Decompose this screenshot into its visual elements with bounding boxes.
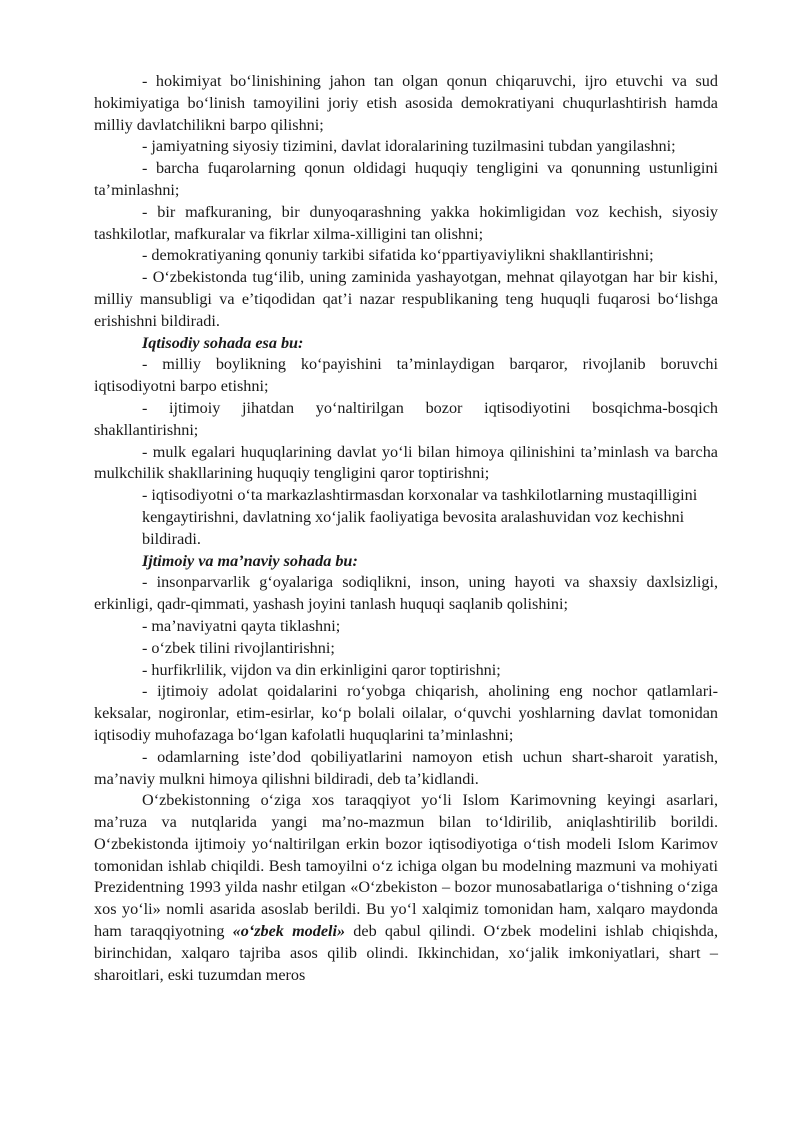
document-page	[94, 71, 718, 986]
uzbek-model-emphasis: «o‘zbek modeli»	[232, 922, 346, 941]
paragraph-uzbek-language: - o‘zbek tilini rivojlantirishni;	[142, 638, 335, 657]
paragraph-national-wealth: - milliy boylikning ko‘payishini ta’minlaydigan barqaror, rivojlanib boruvchi iqtisodiyotni barpo etishni;	[94, 355, 718, 396]
paragraph-talent-conditions: - odamlarning iste’dod qobiliyatlarini namoyon etish uchun shart-sharoit yaratish, ma’naviy mulkni himoya qilishni bildiradi, deb ta’kidlandi.	[94, 747, 718, 788]
heading-economic-sphere: Iqtisodiy sohada esa bu:	[142, 333, 304, 352]
final-paragraph-text-before: O‘zbekistonning o‘ziga xos taraqqiyot yo‘li Islom Karimovning keyingi asarlari, ma’ruza va nutqlarida yangi ma’no-mazmun bilan to‘ldirilib, aniqlashtirilib borildi. O‘zbekistonda ijtimoiy yo‘naltirilgan erkin bozor iqtisodiyotiga o‘tish modeli Islom Karimov tomonidan ishlab chiqildi. Besh tamoyilni o‘z ichiga olgan bu modelning mazmuni va mohiyati Prezidentning 1993 yilda nashr etilgan «O‘zbekiston – bozor munosabatlariga o‘tishning o‘ziga xos yo‘li» nomli asarida asoslab berildi. Bu yo‘l xalqimiz tomonidan ham, xalqaro maydonda ham taraqqiyotning	[94, 791, 718, 941]
final-paragraph-text-after: deb qabul qilindi. O‘zbek modelini ishlab chiqishda, birinchidan, xalqaro tajriba asos qilib olindi. Ikkinchidan, xo‘jalik imkoniyatlari, shart – sharoitlari, eski tuzumdan meros	[94, 922, 718, 984]
paragraph-multiparty: - demokratiyaning qonuniy tarkibi sifatida ko‘ppartiyaviylikni shakllantirishni;	[142, 246, 654, 265]
paragraph-power-separation: - hokimiyat bo‘linishining jahon tan olgan qonun chiqaruvchi, ijro etuvchi va sud hokimiyatiga bo‘linish tamoyilini joriy etish asosida demokratiyani chuqurlashtirish hamda milliy davlatchilikni barpo qilishni;	[94, 72, 718, 134]
paragraph-market-economy: - ijtimoiy jihatdan yo‘naltirilgan bozor iqtisodiyotini bosqichma-bosqich shakllantirishni;	[94, 398, 718, 439]
paragraph-uzbek-model	[94, 790, 718, 986]
heading-social-spiritual-sphere: Ijtimoiy va ma’naviy sohada bu:	[142, 551, 358, 570]
paragraph-political-system: - jamiyatning siyosiy tizimini, davlat idoralarining tuzilmasini tubdan yangilashni;	[142, 137, 676, 156]
paragraph-citizenship: - O‘zbekistonda tug‘ilib, uning zaminida yashayotgan, mehnat qilayotgan har bir kishi, milliy mansubligi va e’tiqodidan qat’i nazar respublikaning teng huquqli fuqarosi bo‘lishga erishishni bildiradi.	[94, 268, 718, 330]
paragraph-freedom-of-conscience: - hurfikrlilik, vijdon va din erkinligini qaror toptirishni;	[142, 660, 501, 679]
paragraph-decentralization: - iqtisodiyotni o‘ta markazlashtirmasdan korxonalar va tashkilotlarning mustaqilligini kengaytirishni, davlatning xo‘jalik faoliyatiga bevosita aralashuvidan voz kechishni bildiradi.	[142, 486, 698, 548]
paragraph-humanism: - insonparvarlik g‘oyalariga sodiqlikni, inson, uning hayoti va shaxsiy daxlsizligi, erkinligi, qadr-qimmati, yashash joyini tanlash huquqi saqlanib qolishini;	[94, 573, 718, 614]
paragraph-property-rights: - mulk egalari huquqlarining davlat yo‘li bilan himoya qilinishini ta’minlash va barcha mulkchilik shakllarining huquqiy tengligini qaror toptirishni;	[94, 442, 718, 483]
paragraph-ideology-pluralism: - bir mafkuraning, bir dunyoqarashning yakka hokimligidan voz kechish, siyosiy tashkilotlar, mafkuralar va fikrlar xilma-xilligini tan olishni;	[94, 202, 718, 243]
paragraph-spirituality: - ma’naviyatni qayta tiklashni;	[142, 616, 341, 635]
paragraph-social-justice: - ijtimoiy adolat qoidalarini ro‘yobga chiqarish, aholining eng nochor qatlamlari-keksalar, nogironlar, etim-esirlar, ko‘p bolali oilalar, o‘quvchi yoshlarning davlat tomonidan iqtisodiy muhofazaga bo‘lgan kafolatli huquqlarini ta’minlashni;	[94, 682, 718, 744]
paragraph-legal-equality: - barcha fuqarolarning qonun oldidagi huquqiy tengligini va qonunning ustunligini ta’minlashni;	[94, 159, 718, 199]
